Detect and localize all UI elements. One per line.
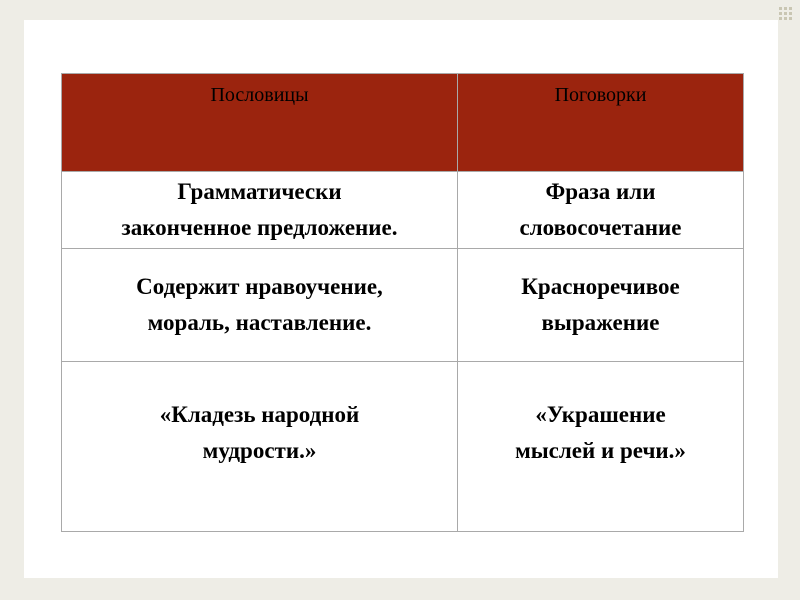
table-cell-proverbs [62, 249, 458, 362]
cell-text-line: выражение [541, 310, 660, 335]
table-cell-sayings [458, 172, 744, 249]
table-cell-proverbs [62, 362, 458, 532]
cell-text-line: Содержит нравоучение, [136, 274, 383, 299]
slide-frame-left [0, 0, 24, 600]
cell-text-line: Красноречивое [521, 274, 680, 299]
corner-dots-icon [779, 7, 792, 20]
cell-text-line: мораль, наставление. [147, 310, 372, 335]
cell-text-line: «Кладезь народной [159, 402, 360, 427]
slide-frame-right [778, 0, 800, 600]
header-proverbs: Пословицы [62, 74, 458, 172]
slide-frame-top [0, 0, 800, 20]
table-row [62, 362, 744, 532]
cell-text-line: мудрости.» [202, 438, 317, 463]
table-cell-sayings [458, 249, 744, 362]
table-cell-sayings [458, 362, 744, 532]
cell-text-line: Фраза или [545, 179, 656, 204]
table-row [62, 249, 744, 362]
cell-text-line: законченное предложение. [121, 215, 398, 240]
cell-text-line: словосочетание [519, 215, 682, 240]
header-sayings: Поговорки [458, 74, 744, 172]
table-header-row [62, 74, 744, 172]
table-cell-proverbs [62, 172, 458, 249]
slide-frame-bottom [0, 578, 800, 600]
cell-text-line: «Украшение [535, 402, 666, 427]
cell-text-line: мыслей и речи.» [515, 438, 686, 463]
table-row [62, 172, 744, 249]
comparison-table [61, 73, 744, 532]
cell-text-line: Грамматически [177, 179, 342, 204]
